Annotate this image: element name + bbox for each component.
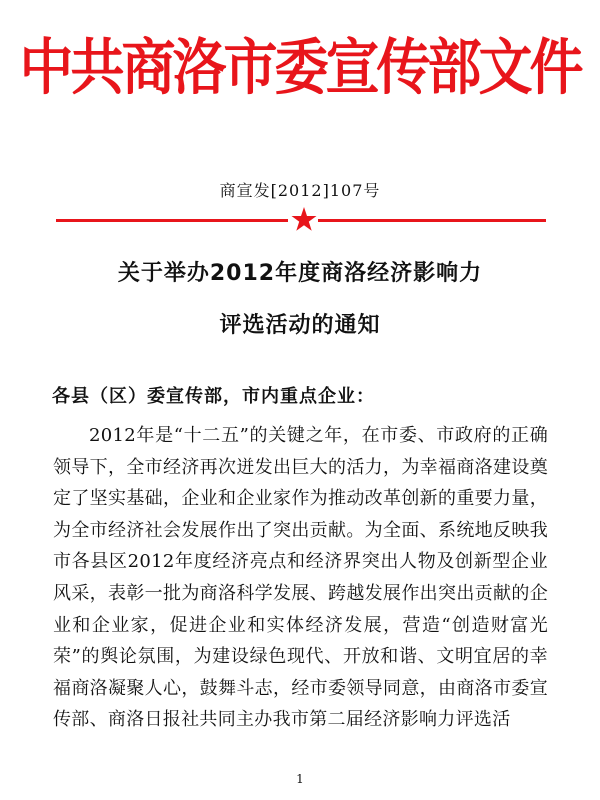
body-paragraph: 2012年是“十二五”的关键之年，在市委、市政府的正确领导下，全市经济再次迸发出巨大的活力，为幸福商洛建设奠定了坚实基础，企业和企业家作为推动改革创新的重要力量，为全市经济社会发展作出了突出贡献。为全面、系统地反映我市各县区2012年度经济亮点和经济界突出人物及创新型企业风采，表彰一批为商洛科学发展、跨越发展作出突出贡献的企业和企业家，促进企业和实体经济发展，营造“创造财富光荣”的舆论氛围，为建设绿色现代、开放和谐、文明宜居的幸福商洛凝聚人心，鼓舞斗志，经市委领导同意，由商洛市委宣传部、商洛日报社共同主办我市第二届经济影响力评选活 (53, 425, 548, 731)
page-number: 1 (296, 772, 304, 786)
document-number: 商宣发[2012]107号 (219, 181, 381, 200)
document-masthead: 中共商洛市委宣传部文件 (19, 32, 581, 103)
red-divider-right (318, 219, 546, 222)
document-title-line-2: 评选活动的通知 (219, 313, 381, 338)
red-divider-left (56, 219, 288, 222)
salutation: 各县（区）委宣传部，市内重点企业： (52, 386, 375, 407)
star-icon (291, 206, 317, 232)
document-title-line-1: 关于举办2012年度商洛经济影响力 (117, 261, 483, 286)
